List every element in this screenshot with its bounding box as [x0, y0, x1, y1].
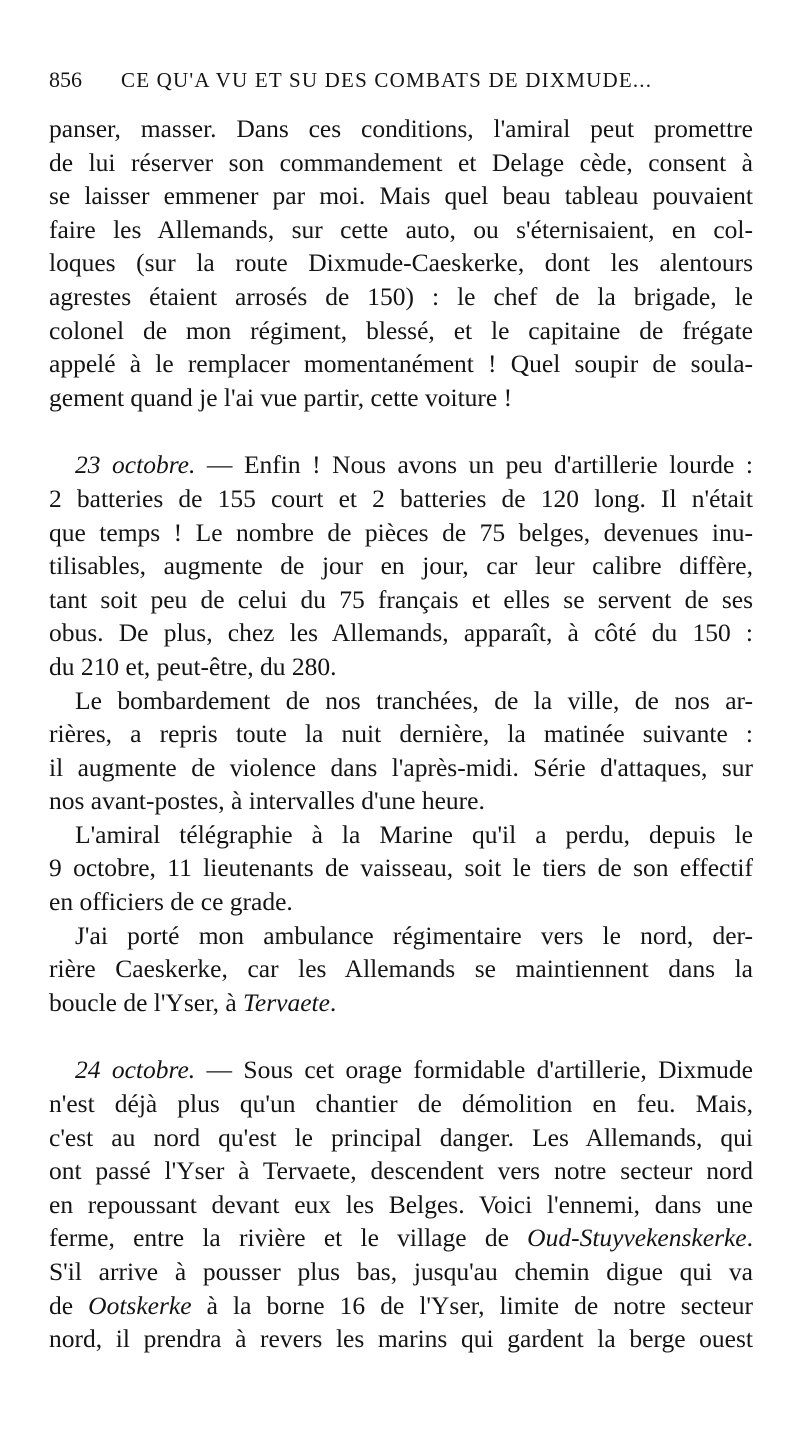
text-line: en repoussant devant eux les Belges. Voici l'ennemi, dans une	[49, 1189, 753, 1219]
text-line	[49, 1221, 753, 1255]
text-line: que temps ! Le nombre de pièces de 75 belges, devenues inu-	[49, 517, 753, 547]
paragraph	[49, 684, 753, 818]
text-line: rière Caeskerke, car les Allemands se maintiennent dans la	[49, 954, 753, 984]
entry-date: 24 octobre.	[75, 1055, 196, 1085]
text-line	[49, 1289, 753, 1323]
text-run: de	[49, 1290, 89, 1320]
text-run: boucle de l'Yser, à	[49, 987, 244, 1017]
page-number: 856	[49, 67, 82, 92]
text-line: agrestes étaient arrosés de 150) : le chef de la brigade, le	[49, 281, 753, 311]
text-line: nord, il prendra à revers les marins qui gardent la berge ouest	[49, 1324, 753, 1354]
text-line: nos avant-postes, à intervalles d'une heure.	[49, 786, 485, 816]
text-line: J'ai porté mon ambulance régimentaire vers le nord, der-	[75, 920, 753, 950]
running-head	[49, 60, 753, 100]
paragraph	[49, 112, 753, 414]
text-line: faire les Allemands, sur cette auto, ou s'éternisaient, en col-	[49, 214, 753, 244]
section-gap	[49, 414, 753, 448]
text-run: .	[329, 987, 337, 1017]
book-page	[49, 60, 754, 1354]
text-line: ont passé l'Yser à Tervaete, descendent vers notre secteur nord	[49, 1156, 753, 1186]
text-line	[49, 448, 753, 482]
text-line: obus. De plus, chez les Allemands, apparaît, à côté du 150 :	[49, 618, 753, 648]
text-line: du 210 et, peut-être, du 280.	[49, 651, 337, 681]
paragraph	[49, 919, 753, 1020]
text-run: — Sous cet orage formidable d'artillerie, Dixmude	[195, 1055, 754, 1085]
text-line: de lui réserver son commandement et Delage cède, consent à	[49, 147, 753, 177]
text-line: colonel de mon régiment, blessé, et le capitaine de frégate	[49, 315, 753, 345]
text-line: n'est déjà plus qu'un chantier de démolition en feu. Mais,	[49, 1089, 753, 1119]
text-line: rières, a repris toute la nuit dernière, la matinée suivante :	[49, 719, 753, 749]
place-name: Oud-Stuyvekenskerke	[527, 1223, 747, 1253]
text-line	[49, 1053, 753, 1087]
text-run: ferme, entre la rivière et le village de	[49, 1223, 528, 1253]
text-line: tilisables, augmente de jour en jour, car leur calibre diffère,	[49, 551, 753, 581]
running-title: CE QU'A VU ET SU DES COMBATS DE DIXMUDE...	[121, 68, 653, 92]
text-line: 2 batteries de 155 court et 2 batteries de 120 long. Il n'était	[49, 483, 753, 513]
text-line: se laisser emmener par moi. Mais quel beau tableau pouvaient	[49, 181, 753, 211]
paragraph	[49, 818, 753, 919]
text-run: à la borne 16 de l'Yser, limite de notre secteur	[191, 1290, 753, 1320]
text-line: en officiers de ce grade.	[49, 887, 293, 917]
text-run: .	[746, 1223, 753, 1253]
text-line: gement quand je l'ai vue partir, cette voiture !	[49, 382, 513, 412]
text-line: appelé à le remplacer momentanément ! Quel soupir de soula-	[49, 349, 753, 379]
paragraph	[49, 1053, 753, 1355]
text-line: L'amiral télégraphie à la Marine qu'il a perdu, depuis le	[75, 819, 753, 849]
text-line: loques (sur la route Dixmude-Caeskerke, dont les alentours	[49, 248, 753, 278]
text-line: panser, masser. Dans ces conditions, l'amiral peut promettre	[49, 114, 753, 143]
text-line: tant soit peu de celui du 75 français et elles se servent de ses	[49, 584, 753, 614]
text-run: — Enfin ! Nous avons un peu d'artillerie lourde :	[195, 450, 754, 480]
body-text	[49, 112, 753, 1356]
entry-date: 23 octobre.	[75, 450, 196, 480]
text-line: 9 octobre, 11 lieutenants de vaisseau, soit le tiers de son effectif	[49, 853, 753, 883]
place-name: Tervaete	[243, 987, 330, 1017]
text-line: Le bombardement de nos tranchées, de la ville, de nos ar-	[75, 685, 753, 715]
paragraph	[49, 448, 753, 683]
text-line: c'est au nord qu'est le principal danger. Les Allemands, qui	[49, 1122, 753, 1152]
text-line: S'il arrive à pousser plus bas, jusqu'au chemin digue qui va	[49, 1257, 753, 1286]
text-line: il augmente de violence dans l'après-midi. Série d'attaques, sur	[49, 752, 753, 782]
text-line	[49, 986, 753, 1020]
section-gap	[49, 1019, 753, 1053]
place-name: Ootskerke	[88, 1290, 192, 1320]
